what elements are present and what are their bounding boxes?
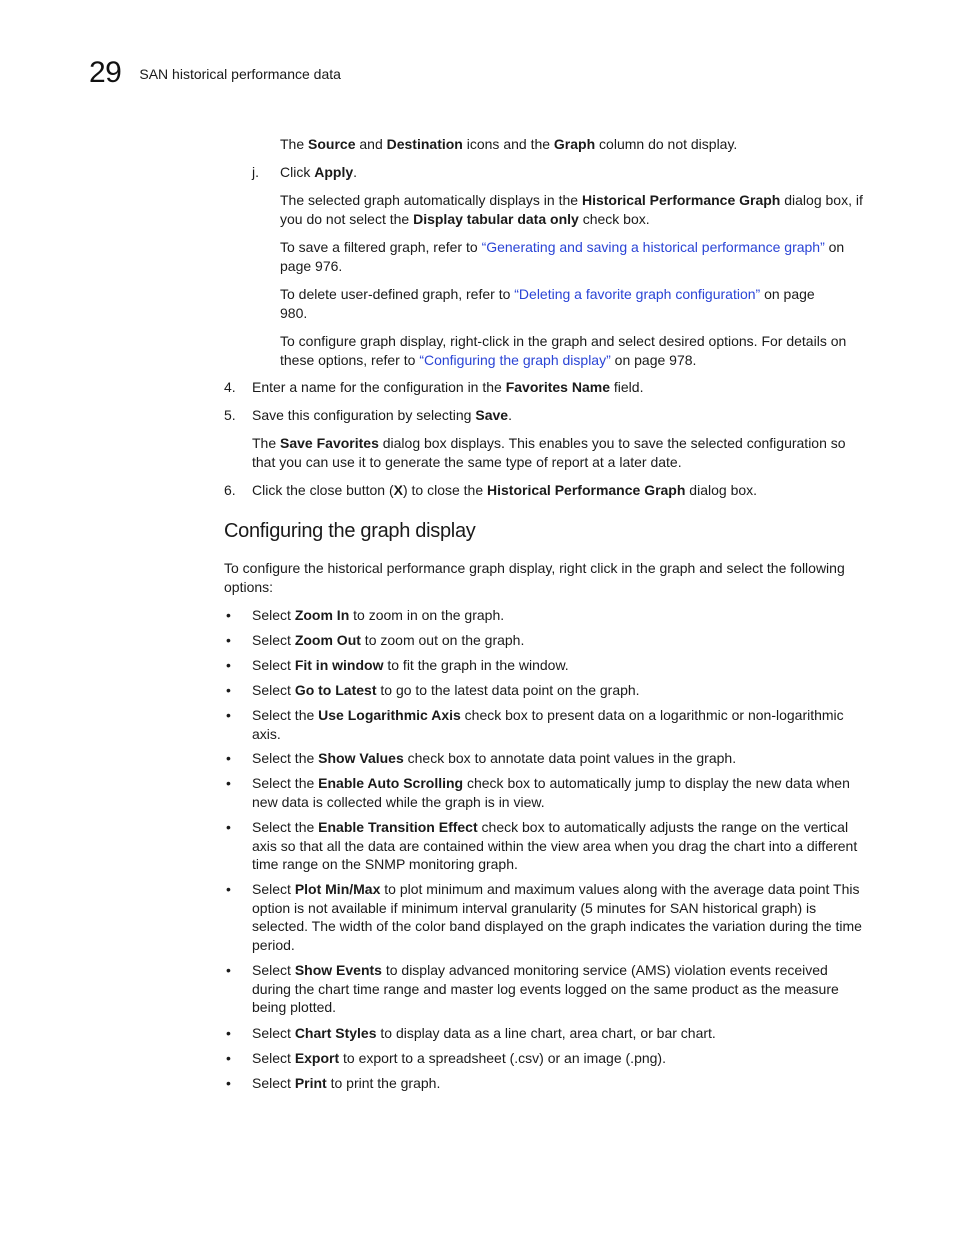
step-5 xyxy=(252,406,870,425)
text: Select xyxy=(252,632,295,648)
text: to fit the graph in the window. xyxy=(383,657,569,673)
bullet-marker: • xyxy=(226,1075,231,1091)
ui-term: Destination xyxy=(386,136,463,152)
para-configure xyxy=(280,332,870,369)
chapter-number: 29 xyxy=(89,56,122,89)
text: ) to close the xyxy=(402,482,488,498)
ui-term: Fit in window xyxy=(294,657,384,673)
ui-term: Print xyxy=(294,1075,327,1091)
list-item xyxy=(252,656,870,675)
text: . xyxy=(353,164,358,180)
text: check box to present data on a logarithmic or non-logarithmic axis. xyxy=(252,707,844,742)
text: Save this configuration by selecting xyxy=(252,407,476,423)
text: Select the xyxy=(252,819,319,835)
ui-term: Show Values xyxy=(318,750,404,766)
list-item xyxy=(252,749,870,768)
text: dialog box displays. This enables you to save the selected configuration so that you can use it to generate the same type of report at a later date. xyxy=(252,435,846,470)
text: to plot minimum and maximum values along with the average data point This option is not available if minimum interval granularity (5 minutes for SAN historical graph) is selected. The width of the color band displayed on the graph indicates the variation during the time period. xyxy=(252,881,862,954)
ui-term: Save xyxy=(475,407,509,423)
text: dialog box, if you do not select the xyxy=(280,192,863,227)
note-source-destination xyxy=(280,135,870,154)
text: Select xyxy=(252,682,295,698)
text: Select xyxy=(252,607,295,623)
text: to print the graph. xyxy=(326,1075,441,1091)
text: Select the xyxy=(252,750,319,766)
list-item xyxy=(252,681,870,700)
text: on page 980. xyxy=(280,286,815,321)
list-item xyxy=(252,1074,870,1093)
text: The selected graph automatically displays in the xyxy=(280,192,582,208)
text: column do not display. xyxy=(595,136,738,152)
page-header xyxy=(89,56,341,90)
text: dialog box. xyxy=(685,482,758,498)
text: Select xyxy=(252,962,295,978)
bullet-marker: • xyxy=(226,775,231,791)
text: check box to automatically jump to display the new data when new data is collected while the graph is in view. xyxy=(252,775,850,810)
text: . xyxy=(508,407,512,423)
step-marker-j: j. xyxy=(252,164,259,180)
text: Select xyxy=(252,1075,295,1091)
cross-reference-link[interactable]: “Deleting a favorite graph configuration” xyxy=(514,286,761,302)
bullet-marker: • xyxy=(226,707,231,723)
ui-term: Apply xyxy=(314,164,354,180)
ui-term: Save Favorites xyxy=(280,435,379,451)
text: and xyxy=(355,136,387,152)
ui-term: Enable Auto Scrolling xyxy=(318,775,464,791)
text: Select xyxy=(252,1025,295,1041)
chapter-title: SAN historical performance data xyxy=(139,66,341,82)
list-item xyxy=(252,1024,870,1043)
text: Enter a name for the configuration in the xyxy=(252,379,506,395)
bullet-marker: • xyxy=(226,632,231,648)
ui-term: Favorites Name xyxy=(505,379,610,395)
text: To save a filtered graph, refer to xyxy=(280,239,482,255)
step-j xyxy=(280,163,870,182)
text: on page 978. xyxy=(610,351,697,368)
list-item xyxy=(252,606,870,625)
list-item xyxy=(252,706,870,743)
cross-reference-link[interactable]: “Configuring the graph display” xyxy=(419,351,611,368)
ui-term: Display tabular data only xyxy=(413,210,579,227)
ui-term: X xyxy=(393,482,403,498)
text: check box to annotate data point values in the graph. xyxy=(403,750,737,766)
ui-term: Go to Latest xyxy=(294,682,377,698)
text: Click xyxy=(280,164,315,180)
para-save-favorites xyxy=(252,434,870,471)
ui-term: Chart Styles xyxy=(294,1025,377,1041)
bullet-marker: • xyxy=(226,1050,231,1066)
list-item xyxy=(252,1049,870,1068)
ui-term: Zoom In xyxy=(294,607,350,623)
bullet-marker: • xyxy=(226,881,231,897)
text: to display data as a line chart, area chart, or bar chart. xyxy=(376,1025,716,1041)
step-marker-5: 5. xyxy=(224,407,236,423)
text: to zoom out on the graph. xyxy=(360,632,525,648)
ui-term: Export xyxy=(294,1050,340,1066)
bullet-marker: • xyxy=(226,962,231,978)
para-save-filtered xyxy=(280,238,870,275)
text: Select xyxy=(252,1050,295,1066)
section-heading: Configuring the graph display xyxy=(224,520,476,542)
text: Select the xyxy=(252,775,319,791)
cross-reference-link[interactable]: “Generating and saving a historical performance graph” xyxy=(481,239,825,255)
bullet-marker: • xyxy=(226,750,231,766)
para-selected-graph xyxy=(280,191,870,228)
text: check box. xyxy=(578,210,650,227)
text: to display advanced monitoring service (AMS) violation events received during the chart time range and master log events logged on the same product as the measure being plotted. xyxy=(252,962,839,1016)
step-6 xyxy=(252,481,870,500)
text: To configure graph display, right-click in the graph and select desired options. For details on these options, refer to xyxy=(280,333,847,368)
text: to zoom in on the graph. xyxy=(349,607,505,623)
text: field. xyxy=(610,379,644,395)
text: The xyxy=(252,435,281,451)
list-item xyxy=(252,774,870,811)
text: Click the close button ( xyxy=(252,482,394,498)
ui-term: Graph xyxy=(553,136,596,152)
text: to go to the latest data point on the graph. xyxy=(376,682,640,698)
step-4 xyxy=(252,378,870,397)
text: Select xyxy=(252,657,295,673)
ui-term: Source xyxy=(308,136,356,152)
text: Select xyxy=(252,881,295,897)
bullet-marker: • xyxy=(226,1025,231,1041)
ui-term: Enable Transition Effect xyxy=(318,819,478,835)
para-delete xyxy=(280,285,820,322)
section-intro: To configure the historical performance graph display, right click in the graph and select the following options: xyxy=(224,560,845,595)
text: check box to automatically adjusts the range on the vertical axis so that all the data are contained within the view area when you drag the chart into a different time range on the SNMP monitoring graph. xyxy=(252,819,858,873)
ui-term: Historical Performance Graph xyxy=(487,482,686,498)
step-marker-4: 4. xyxy=(224,379,236,395)
text: The xyxy=(280,136,309,152)
step-marker-6: 6. xyxy=(224,482,236,498)
bullet-marker: • xyxy=(226,819,231,835)
text: To delete user-defined graph, refer to xyxy=(280,286,515,302)
ui-term: Show Events xyxy=(294,962,382,978)
ui-term: Plot Min/Max xyxy=(294,881,381,897)
ui-term: Use Logarithmic Axis xyxy=(318,707,461,723)
list-item xyxy=(252,961,870,1017)
bullet-marker: • xyxy=(226,682,231,698)
text: Select the xyxy=(252,707,319,723)
ui-term: Historical Performance Graph xyxy=(581,192,781,208)
bullet-marker: • xyxy=(226,607,231,623)
text: icons and the xyxy=(462,136,554,152)
text: on page 976. xyxy=(280,239,845,274)
list-item xyxy=(252,631,870,650)
text: to export to a spreadsheet (.csv) or an image (.png). xyxy=(339,1050,666,1066)
bullet-marker: • xyxy=(226,657,231,673)
ui-term: Zoom Out xyxy=(294,632,361,648)
list-item xyxy=(252,880,870,955)
list-item xyxy=(252,818,870,874)
